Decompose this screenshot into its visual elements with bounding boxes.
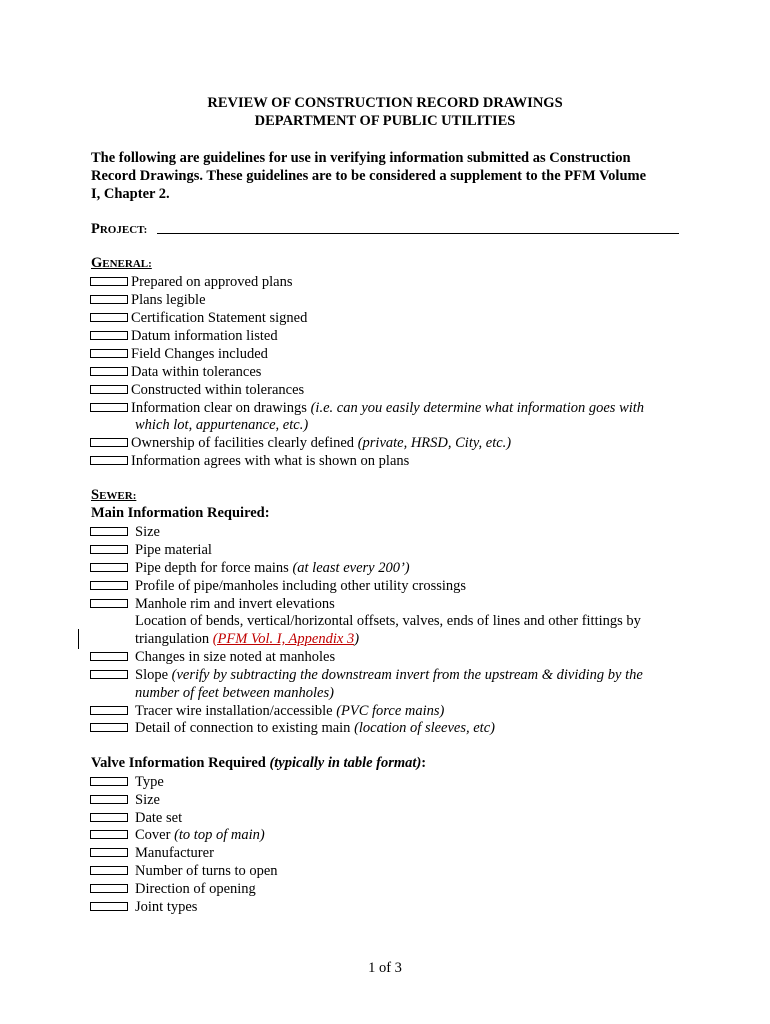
checkbox[interactable] (90, 438, 128, 447)
valve-info-heading: Valve Information Required (typically in table format): (91, 755, 427, 771)
checkbox[interactable] (90, 652, 128, 661)
intro-paragraph (91, 149, 691, 203)
checkbox[interactable] (90, 295, 128, 304)
project-label: PROJECT: (91, 221, 148, 237)
checkbox[interactable] (90, 902, 128, 911)
checkbox[interactable] (90, 349, 128, 358)
text-cursor (78, 629, 79, 649)
checkbox[interactable] (90, 527, 128, 536)
checkbox[interactable] (90, 367, 128, 376)
checkbox[interactable] (90, 313, 128, 322)
checkbox[interactable] (90, 706, 128, 715)
pfm-appendix-link[interactable]: (PFM Vol. I, Appendix 3 (212, 631, 355, 647)
checkbox[interactable] (90, 277, 128, 286)
checkbox[interactable] (90, 599, 128, 608)
sewer-heading: SEWER: (91, 487, 137, 503)
checkbox[interactable] (90, 830, 128, 839)
intro-line-1: The following are guidelines for use in verifying information submitted as Construction (91, 150, 631, 166)
checkbox[interactable] (90, 866, 128, 875)
sewer-item-continuation: triangulation (PFM Vol. I, Appendix 3) (135, 631, 360, 647)
checkbox[interactable] (90, 456, 128, 465)
checkbox[interactable] (90, 581, 128, 590)
checkbox[interactable] (90, 385, 128, 394)
intro-line-3: I, Chapter 2. (91, 186, 170, 202)
checkbox[interactable] (90, 723, 128, 732)
sewer-item-continuation: number of feet between manholes) (135, 685, 334, 701)
checkbox[interactable] (90, 795, 128, 804)
checkbox[interactable] (90, 777, 128, 786)
page-number: 1 of 3 (368, 960, 402, 976)
department-title: DEPARTMENT OF PUBLIC UTILITIES (254, 113, 516, 129)
checkbox[interactable] (90, 563, 128, 572)
checkbox[interactable] (90, 331, 128, 340)
document-title: REVIEW OF CONSTRUCTION RECORD DRAWINGS (207, 95, 563, 111)
project-input-line[interactable] (157, 233, 679, 234)
intro-line-2: Record Drawings. These guidelines are to be considered a supplement to the PFM Volume (91, 168, 647, 184)
general-heading: GENERAL: (91, 255, 152, 271)
general-item-continuation: which lot, appurtenance, etc.) (135, 417, 309, 433)
checkbox[interactable] (90, 884, 128, 893)
checkbox[interactable] (90, 813, 128, 822)
checkbox[interactable] (90, 545, 128, 554)
main-info-heading: Main Information Required: (91, 505, 270, 521)
checkbox[interactable] (90, 848, 128, 857)
checkbox[interactable] (90, 403, 128, 412)
checkbox[interactable] (90, 670, 128, 679)
